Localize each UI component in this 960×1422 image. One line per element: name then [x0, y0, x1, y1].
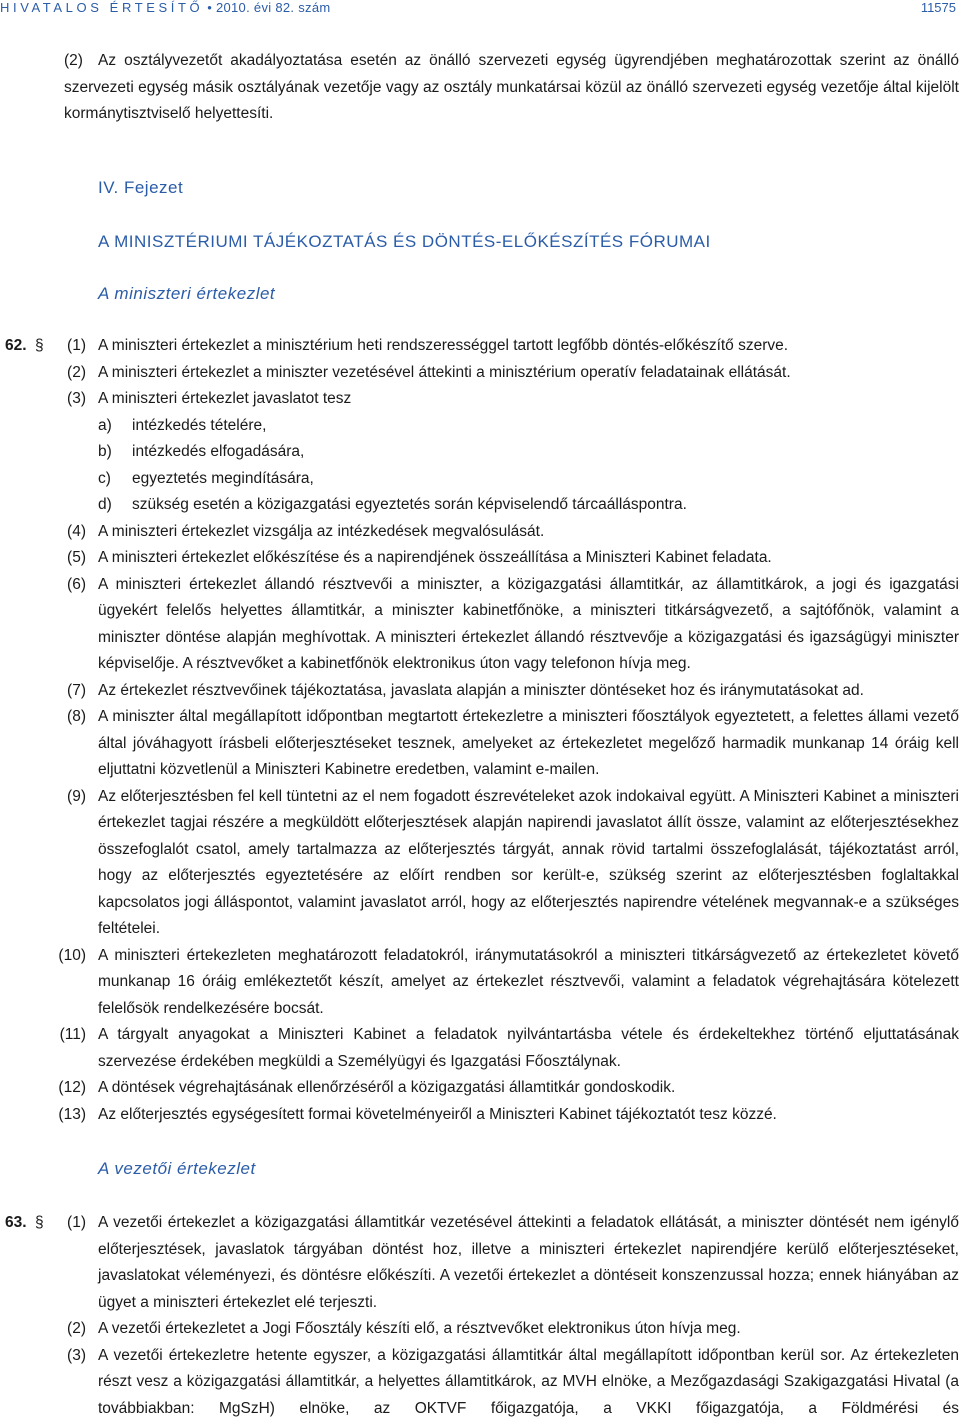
paragraph-62-3	[0, 386, 960, 413]
item-text: intézkedés elfogadására,	[132, 443, 304, 460]
paragraph-63-2	[0, 1316, 960, 1343]
section-number: 62.	[5, 333, 27, 360]
paragraph-number: (13)	[58, 1102, 86, 1129]
paragraph-text: A miniszteri értekezleten meghatározott feladatokról, iránymutatásokról a miniszteri titkárságvezető az értekezletet követő munkanap 16 óráig emlékeztetőt készít, amelyet az értekezlet résztvevői, valamint a feladatok végrehajtására kötelezett felelősök rendelkezésére bocsát.	[98, 943, 959, 1023]
chapter-number: IV. Fejezet	[98, 178, 183, 198]
paragraph-62-13	[0, 1102, 960, 1129]
paragraph-number: (1)	[67, 1210, 86, 1237]
paragraph-text: A tárgyalt anyagokat a Miniszteri Kabinet a feladatok nyilvántartásba vétele és érdekeltekhez történő eljuttatásának szervezése érdekében megküldi a Személyügyi és Igazgatási Főosztálynak.	[98, 1022, 959, 1075]
paragraph-62-12	[0, 1075, 960, 1102]
page-number: 11575	[921, 0, 956, 15]
list-item	[98, 492, 960, 519]
item-text: szükség esetén a közigazgatási egyeztetés során képviselendő tárcaálláspontra.	[132, 496, 687, 513]
paragraph-text: Az előterjesztés egységesített formai követelményeiről a Miniszteri Kabinet tájékoztatót tesz közzé.	[98, 1102, 959, 1129]
list-item	[98, 413, 960, 440]
paragraph-62-1	[0, 333, 960, 360]
paragraph-text: A miniszteri értekezlet a miniszter vezetésével áttekinti a minisztérium operatív feladatainak ellátását.	[98, 360, 959, 387]
paragraph-text: A miniszteri értekezlet vizsgálja az intézkedések megvalósulását.	[98, 519, 959, 546]
paragraph-number: (9)	[67, 784, 86, 811]
issue-label: 2010. évi 82. szám	[216, 0, 331, 15]
paragraph-number: (5)	[67, 545, 86, 572]
paragraph-text: Az előterjesztésben fel kell tüntetni az el nem fogadott észrevételeket azok indokaival együtt. A Miniszteri Kabinet a miniszteri értekezlet tagjai részére a megküldött előterjesztések alapján napirendi javaslatot állít össze, valamint az előterjesztésekhez összefoglalót csatol, amely tartalmazza az előterjesztés tárgyát, annak rövid tartalmi összefoglalását, tájékoztatást arról, hogy az előterjesztés egyeztetésére az előírt rendben sor került-e, szükség szerint az előterjesztésben foglaltakkal kapcsolatos jogi álláspontot, valamint javaslatot arról, hogy az előterjesztés napirendre vételének megvannak-e a szükséges feltételei.	[98, 784, 959, 943]
paragraph-text: Az osztályvezetőt akadályoztatása esetén az önálló szervezeti egység ügyrendjében meghatározottak szerint az önálló szervezeti egység másik osztályának vezetője vagy az osztály munkatársai közül az önálló szervezeti egység vezetője által kijelölt kormánytisztviselő helyettesíti.	[64, 52, 959, 122]
paragraph-text: A miniszter által megállapított időpontban megtartott értekezletre a miniszteri főosztályok egyeztetett, a felettes állami vezető által jóváhagyott írásbeli előterjesztéseket tesznek, amelyeket az értekezletet megelőző harmadik munkanap 14 óráig kell eljuttatni közvetlenül a Miniszteri Kabinetre eredetben, valamint e-mailen.	[98, 704, 959, 784]
section62-heading: A miniszteri értekezlet	[98, 284, 275, 304]
paragraph-number: (7)	[67, 678, 86, 705]
item-label: b)	[98, 439, 132, 466]
paragraph-63-1	[0, 1210, 960, 1316]
intro-paragraph	[64, 48, 959, 128]
item-label: a)	[98, 413, 132, 440]
paragraph-62-5	[0, 545, 960, 572]
paragraph-number: (8)	[67, 704, 86, 731]
paragraph-text: A miniszteri értekezlet előkészítése és a napirendjének összeállítása a Miniszteri Kabinet feladata.	[98, 545, 959, 572]
section-mark: §	[35, 1210, 44, 1237]
paragraph-text: Az értekezlet résztvevőinek tájékoztatása, javaslata alapján a miniszter döntéseket hoz és iránymutatásokat ad.	[98, 678, 959, 705]
journal-name: HIVATALOS ÉRTESÍTŐ	[0, 0, 203, 15]
paragraph-text: A döntések végrehajtásának ellenőrzéséről a közigazgatási államtitkár gondoskodik.	[98, 1075, 959, 1102]
section-mark: §	[35, 333, 44, 360]
paragraph-number: (11)	[60, 1022, 86, 1049]
paragraph-text: A miniszteri értekezlet állandó résztvevői a miniszter, a közigazgatási államtitkár, az államtitkárok, a jogi és igazgatási ügyekért felelős helyettes államtitkár, a miniszter kabinetfőnöke, a miniszteri titkárságvezető, a sajtófőnök, valamint a miniszter döntése alapján meghívottak. A miniszteri értekezlet állandó résztvevője a közigazgatási és igazságügyi miniszter képviselője. A résztvevőket a kabinetfőnök elektronikus úton vagy telefonon hívja meg.	[98, 572, 959, 678]
paragraph-62-10	[0, 943, 960, 1023]
header-bullet: •	[207, 0, 212, 15]
paragraph-62-8	[0, 704, 960, 784]
paragraph-text: A miniszteri értekezlet a minisztérium heti rendszerességgel tartott legfőbb döntés-előkészítő szerve.	[98, 333, 959, 360]
paragraph-number: (4)	[67, 519, 86, 546]
paragraph-text: A miniszteri értekezlet javaslatot tesz	[98, 386, 959, 413]
item-label: c)	[98, 466, 132, 493]
paragraph-number: (2)	[64, 48, 98, 75]
paragraph-62-7	[0, 678, 960, 705]
paragraph-62-9	[0, 784, 960, 943]
paragraph-text: A vezetői értekezlet a közigazgatási államtitkár vezetésével áttekinti a feladatok ellátását, a miniszter döntését nem igénylő előterjesztések, javaslatok tárgyában döntést hoz, illetve a miniszteri értekezlet napirendjére kerülő előterjesztéseket, javaslatokat véleményezi, és döntésre előkészíti. A vezetői értekezlet a döntéseit konszenzussal hozza; ennek hiányában az ügyet a miniszteri értekezlet elé terjeszti.	[98, 1210, 959, 1316]
journal-title	[0, 0, 331, 15]
chapter-title: A MINISZTÉRIUMI TÁJÉKOZTATÁS ÉS DÖNTÉS-ELŐKÉSZÍTÉS FÓRUMAI	[98, 232, 711, 252]
item-text: egyeztetés megindítására,	[132, 470, 314, 487]
item-label: d)	[98, 492, 132, 519]
paragraph-number: (10)	[58, 943, 86, 970]
paragraph-62-11	[0, 1022, 960, 1075]
paragraph-62-4	[0, 519, 960, 546]
item-text: intézkedés tételére,	[132, 417, 266, 434]
paragraph-number: (6)	[67, 572, 86, 599]
paragraph-text: A vezetői értekezletet a Jogi Főosztály készíti elő, a résztvevőket elektronikus úton hívja meg.	[98, 1316, 959, 1343]
section-62	[0, 333, 960, 1128]
paragraph-number: (3)	[67, 1343, 86, 1370]
list-item	[98, 466, 960, 493]
paragraph-number: (12)	[58, 1075, 86, 1102]
paragraph-number: (3)	[67, 386, 86, 413]
paragraph-number: (2)	[67, 360, 86, 387]
paragraph-63-3	[0, 1343, 960, 1422]
paragraph-62-2	[0, 360, 960, 387]
paragraph-62-6	[0, 572, 960, 678]
section-63	[0, 1210, 960, 1422]
section-number: 63.	[5, 1210, 27, 1237]
paragraph-number: (1)	[67, 333, 86, 360]
paragraph-text: A vezetői értekezletre hetente egyszer, a közigazgatási államtitkár által megállapított időpontban kerül sor. Az értekezleten részt vesz a közigazgatási államtitkár, a helyettes államtitkárok, az MVH elnöke, a Mezőgazdasági Szakigazgatási Hivatal (a továbbiakban: MgSzH) elnöke, az OKTVF főigazgatója, a VKKI főigazgatója, a Földmérési és	[98, 1343, 959, 1422]
section63-heading: A vezetői értekezlet	[98, 1159, 256, 1179]
paragraph-number: (2)	[67, 1316, 86, 1343]
page-header	[0, 0, 960, 22]
list-item	[98, 439, 960, 466]
